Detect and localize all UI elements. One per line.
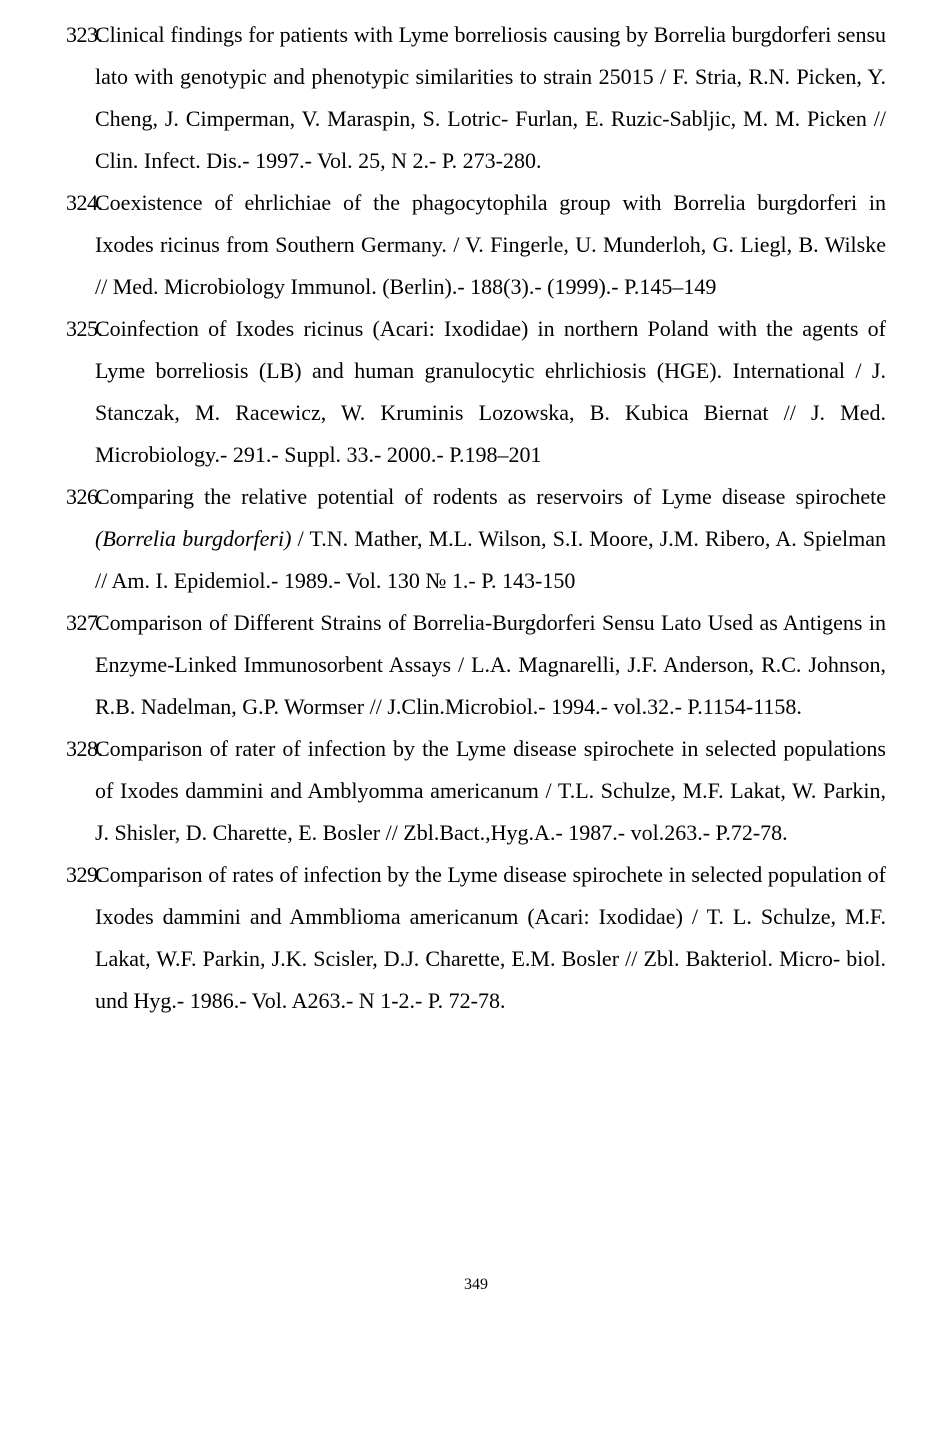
- reference-text: [95, 728, 886, 854]
- reference-number: 325.: [66, 316, 103, 341]
- reference-list: [66, 14, 886, 1022]
- reference-text-segment: Comparing the relative potential of rodents as reservoirs of Lyme disease spirochete: [95, 484, 886, 509]
- reference-text-segment: Coexistence of ehrlichiae of the phagocytophila group with Borrelia burgdorferi in Ixodes ricinus from Southern Germany. / V. Fingerle, U. Munderloh, G. Liegl, B. Wilske // Med. Microbiology Immunol. (Berlin).- 188(3).- (1999).- P.145–149: [95, 190, 886, 299]
- reference-item: [66, 602, 886, 728]
- reference-item: [66, 308, 886, 476]
- reference-text-segment: Coinfection of Ixodes ricinus (Acari: Ixodidae) in northern Poland with the agents of Lyme borreliosis (LB) and human granulocytic ehrlichiosis (HGE). International / J. Stanczak, M. Racewicz, W. Kruminis Lozowska, B. Kubica Biernat // J. Med. Microbiology.- 291.- Suppl. 33.- 2000.- P.198–201: [95, 316, 886, 467]
- reference-text-italic: (Borrelia burgdorferi): [95, 526, 292, 551]
- reference-number: 328.: [66, 736, 103, 761]
- reference-text: [95, 476, 886, 602]
- reference-number: 326.: [66, 484, 103, 509]
- reference-number: 329.: [66, 862, 103, 887]
- reference-text: [95, 182, 886, 308]
- reference-item: [66, 14, 886, 182]
- reference-text-segment: Clinical findings for patients with Lyme borreliosis causing by Borrelia burgdorferi sensu lato with genotypic and phenotypic similarities to strain 25015 / F. Stria, R.N. Picken, Y. Cheng, J. Cimperman, V. Maraspin, S. Lotric- Furlan, E. Ruzic-Sabljic, M. M. Picken // Clin. Infect. Dis.- 1997.- Vol. 25, N 2.- P. 273-280.: [95, 22, 886, 173]
- reference-item: [66, 728, 886, 854]
- reference-item: [66, 854, 886, 1022]
- reference-text-segment: Comparison of rater of infection by the Lyme disease spirochete in selected populations of Ixodes dammini and Amblyomma americanum / T.L. Schulze, M.F. Lakat, W. Parkin, J. Shisler, D. Charette, E. Bosler // Zbl.Bact.,Hyg.A.- 1987.- vol.263.- P.72-78.: [95, 736, 886, 845]
- reference-text: [95, 854, 886, 1022]
- reference-text: [95, 602, 886, 728]
- reference-item: [66, 182, 886, 308]
- reference-text: [95, 14, 886, 182]
- reference-item: [66, 476, 886, 602]
- page-number: 349: [464, 1276, 488, 1293]
- reference-text-segment: Comparison of Different Strains of Borrelia-Burgdorferi Sensu Lato Used as Antigens in Enzyme-Linked Immunosorbent Assays / L.A. Magnarelli, J.F. Anderson, R.C. Johnson, R.B. Nadelman, G.P. Wormser // J.Clin.Microbiol.- 1994.- vol.32.- P.1154-1158.: [95, 610, 886, 719]
- reference-text-segment: Comparison of rates of infection by the Lyme disease spirochete in selected population of Ixodes dammini and Ammblioma americanum (Acari: Ixodidae) / T. L. Schulze, M.F. Lakat, W.F. Parkin, J.K. Scisler, D.J. Charette, E.M. Bosler // Zbl. Bakteriol. Micro- biol. und Hyg.- 1986.- Vol. A263.- N 1-2.- P. 72-78.: [95, 862, 886, 1013]
- reference-number: 324.: [66, 190, 103, 215]
- reference-number: 323.: [66, 22, 103, 47]
- reference-text: [95, 308, 886, 476]
- reference-text-segment: / T.N. Mather, M.L. Wilson, S.I. Moore, J.M. Ribero, A. Spielman // Am. I. Epidemiol.- 1989.- Vol. 130 № 1.- P. 143-150: [95, 526, 886, 593]
- reference-number: 327.: [66, 610, 103, 635]
